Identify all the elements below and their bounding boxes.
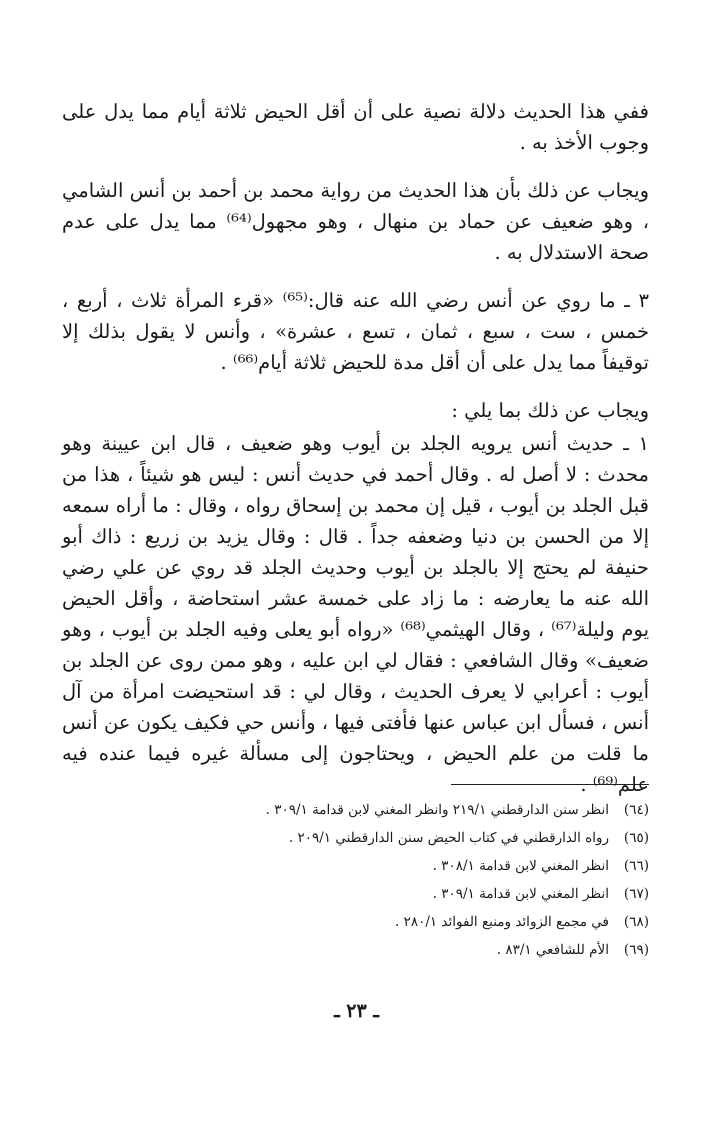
footnote-number: (٦٥) [623, 830, 649, 846]
footnote-number: (٦٨) [623, 914, 649, 930]
paragraph-2: ويجاب عن ذلك بأن هذا الحديث من رواية محمد بن أحمد بن أنس الشامي ، وهو ضعيف عن حماد بن منهال ، وهو مجهول⁽⁶⁴⁾ مما يدل على عدم صحة الاستدلال به . [62, 179, 649, 264]
footnote-text: انظر المغني لابن قدامة ٣٠٩/١ . [432, 886, 609, 902]
footnote-item [62, 880, 649, 908]
footnote-number: (٦٩) [623, 942, 649, 958]
paragraph-3: ٣ ـ ما روي عن أنس رضي الله عنه قال:⁽⁶⁵⁾ «قرء المرأة ثلاث ، أربع ، خمس ، ست ، سبع ، ثمان ، تسع ، عشرة» ، وأنس لا يقول بذلك إلا توقيفاً مما يدل على أن أقل مدة للحيض ثلاثة أيام⁽⁶⁶⁾ . [62, 289, 649, 374]
page-number: ـ ٢٣ ـ [334, 1000, 379, 1022]
footnote-number: (٦٦) [623, 858, 649, 874]
footnote-text: انظر سنن الدارقطني ٢١٩/١ وانظر المغني لابن قدامة ٣٠٩/١ . [265, 802, 609, 818]
paragraph-1: ففي هذا الحديث دلالة نصية على أن أقل الحيض ثلاثة أيام مما يدل على وجوب الأخذ به . [62, 100, 649, 154]
footnote-item [62, 852, 649, 880]
footnote-text: رواه الدارقطني في كتاب الحيض سنن الدارقطني ٢٠٩/١ . [288, 830, 609, 846]
footnotes-divider [451, 784, 649, 785]
footnote-item [62, 908, 649, 936]
footnote-number: (٦٤) [623, 802, 649, 818]
footnote-item [62, 796, 649, 824]
main-text [62, 96, 649, 817]
footnote-text: في مجمع الزوائد ومنبع الفوائد ٢٨٠/١ . [394, 914, 609, 930]
footnote-text: انظر المغني لابن قدامة ٣٠٨/١ . [432, 858, 609, 874]
paragraph-4: ويجاب عن ذلك بما يلي : [451, 399, 649, 422]
footnote-item [62, 936, 649, 964]
paragraph-5: ١ ـ حديث أنس يرويه الجلد بن أيوب وهو ضعيف ، قال ابن عيينة وهو محدث : لا أصل له . وقال أحمد في حديث أنس : ليس هو شيئاً ، هذا من قبل الجلد بن أيوب ، قيل إن محمد بن إسحاق رواه ، وقال : ما أراه سمعه إلا من الحسن بن دنيا وضعفه جداً . قال : وقال يزيد بن زريع : ذاك أبو حنيفة لم يحتج إلا بالجلد بن أيوب وحديث الجلد قد روي عن علي رضي الله عنه ما يعارضه : ما زاد على خمسة عشر استحاضة ، وأقل الحيض يوم وليلة⁽⁶⁷⁾ ، وقال الهيثمي⁽⁶⁸⁾ «رواه أبو يعلى وفيه الجلد بن أيوب ، وهو ضعيف» وقال الشافعي : فقال لي ابن عليه ، وهو ممن روى عن الجلد بن أيوب : أعرابي لا يعرف الحديث ، وقال لي : قد استحيضت امرأة من آل أنس ، فسأل ابن عباس عنها فأفتى فيها ، وأنس حي فكيف يكون عن أنس ما قلت من علم الحيض ، ويحتاجون إلى مسألة غيره فيما عنده فيه علم⁽⁶⁹⁾ . [62, 432, 650, 796]
footnote-text: الأم للشافعي ٨٣/١ . [496, 942, 609, 958]
footnote-number: (٦٧) [623, 886, 649, 902]
footnote-item [62, 824, 649, 852]
footnotes-list [62, 796, 649, 964]
